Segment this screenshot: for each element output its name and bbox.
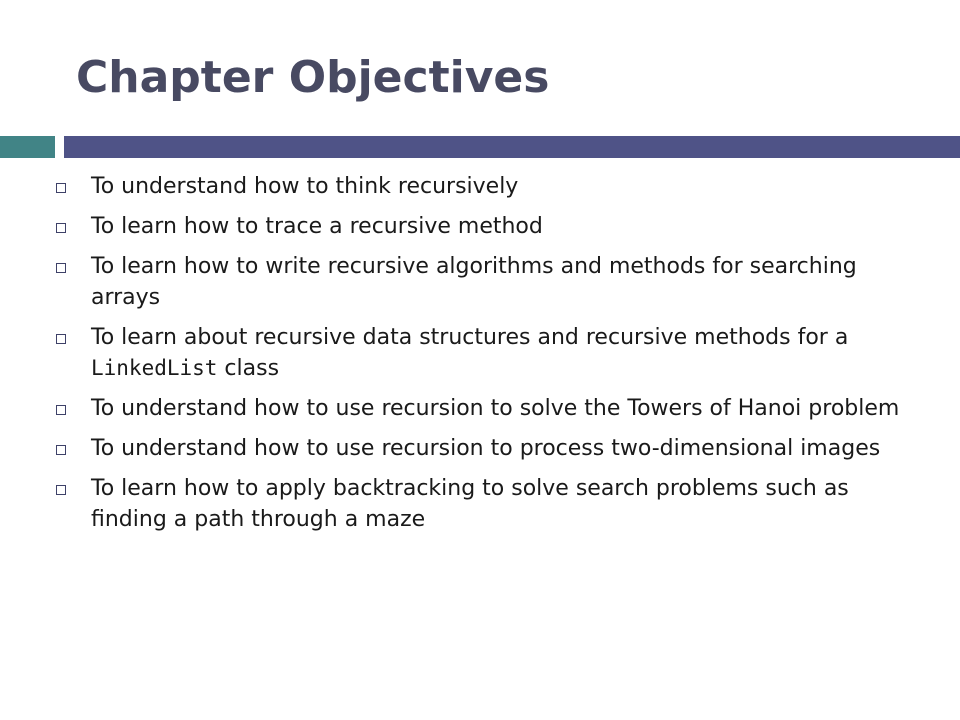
objective-text: To learn how to write recursive algorithms and methods for searching arrays: [91, 254, 857, 310]
hollow-square-icon: [56, 183, 66, 193]
code-term-linkedlist: LinkedList: [91, 356, 218, 380]
title-accent-bar-left: [0, 136, 55, 158]
title-accent-bar-right: [64, 136, 960, 158]
objective-item: [56, 251, 916, 313]
hollow-square-icon: [56, 405, 66, 415]
objective-item: [56, 171, 916, 202]
objectives-list: [56, 171, 916, 544]
objective-item: [56, 393, 916, 424]
hollow-square-icon: [56, 263, 66, 273]
objective-item: [56, 211, 916, 242]
objective-item: [56, 433, 916, 464]
objective-item: [56, 322, 916, 384]
objective-text: To learn how to apply backtracking to solve search problems such as finding a path through a maze: [91, 476, 849, 532]
objective-text: To understand how to use recursion to process two-dimensional images: [91, 436, 881, 461]
objective-text: To understand how to use recursion to solve the Towers of Hanoi problem: [91, 396, 900, 421]
hollow-square-icon: [56, 334, 66, 344]
objective-text-start: To learn about recursive data structures and recursive methods for a: [91, 325, 849, 350]
objective-text-end: class: [217, 356, 280, 381]
hollow-square-icon: [56, 223, 66, 233]
objective-item: [56, 473, 916, 535]
objective-text: To learn how to trace a recursive method: [91, 214, 543, 239]
objective-text: To understand how to think recursively: [91, 174, 519, 199]
hollow-square-icon: [56, 445, 66, 455]
hollow-square-icon: [56, 485, 66, 495]
slide-title: Chapter Objectives: [76, 52, 550, 103]
